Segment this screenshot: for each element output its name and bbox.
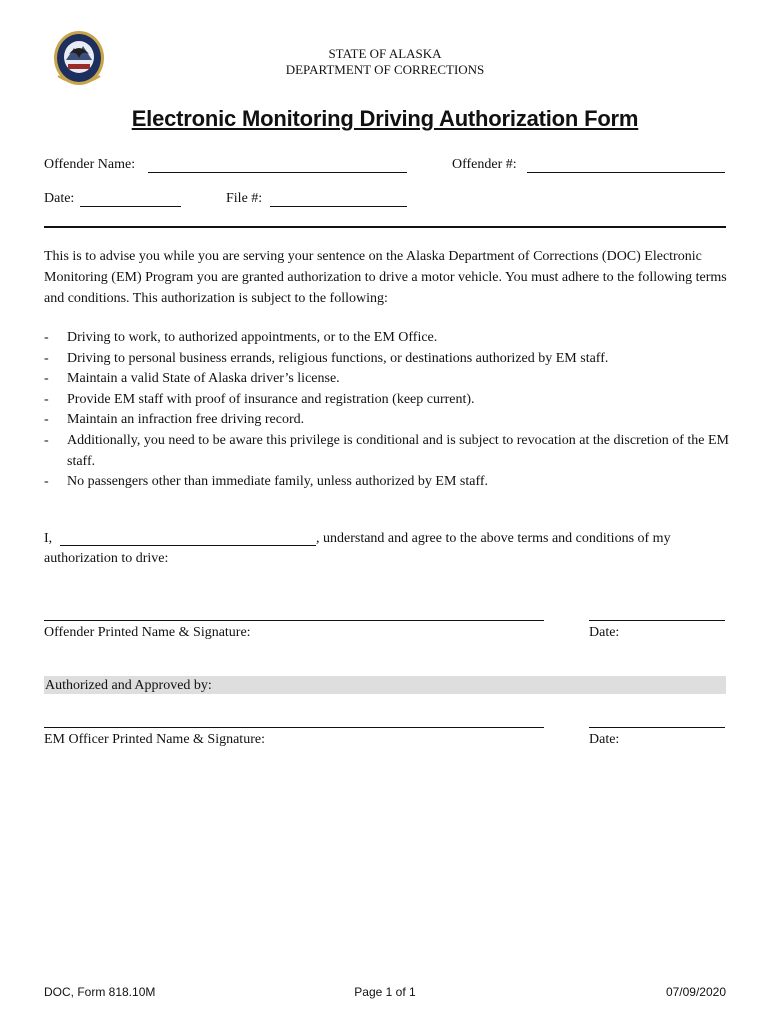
file-number-label: File #: bbox=[226, 191, 263, 206]
offender-name-label: Offender Name: bbox=[44, 157, 136, 172]
agreement-suffix: , understand and agree to the above terms and conditions of my bbox=[316, 531, 671, 546]
officer-signature-date-field[interactable] bbox=[589, 727, 725, 728]
agreement-name-field[interactable] bbox=[60, 545, 316, 546]
offender-signature-label: Offender Printed Name & Signature: bbox=[44, 625, 251, 640]
footer-form-number: DOC, Form 818.10M bbox=[44, 985, 156, 999]
terms-list bbox=[44, 328, 734, 493]
header-divider bbox=[44, 226, 726, 228]
date-field[interactable] bbox=[80, 206, 181, 207]
offender-signature-field[interactable] bbox=[44, 620, 544, 621]
officer-signature-date-label: Date: bbox=[589, 732, 620, 747]
offender-signature-date-field[interactable] bbox=[589, 620, 725, 621]
list-item bbox=[44, 328, 734, 349]
offender-number-label: Offender #: bbox=[452, 157, 517, 172]
list-bullet: - bbox=[44, 330, 49, 345]
list-item bbox=[44, 431, 734, 472]
rule-text: Additionally, you need to be aware this privilege is conditional and is subject to revocation at the discretion of the EM staff. bbox=[67, 432, 729, 469]
list-bullet: - bbox=[44, 391, 49, 407]
officer-signature-label: EM Officer Printed Name & Signature: bbox=[44, 732, 265, 747]
footer-revision-date: 07/09/2020 bbox=[665, 985, 726, 999]
offender-number-field[interactable] bbox=[527, 172, 725, 173]
list-bullet: - bbox=[44, 474, 49, 490]
rule-text: Driving to personal business errands, religious functions, or destinations authorized by EM staff. bbox=[67, 350, 609, 366]
rule-text: Maintain a valid State of Alaska driver’s license. bbox=[67, 371, 340, 387]
list-bullet: - bbox=[44, 350, 49, 366]
date-label: Date: bbox=[44, 191, 75, 206]
list-bullet: - bbox=[44, 412, 49, 428]
file-number-field[interactable] bbox=[270, 206, 407, 207]
footer-page-number: Page 1 of 1 bbox=[354, 985, 416, 999]
list-item bbox=[44, 390, 734, 411]
approved-label: Authorized and Approved by: bbox=[45, 678, 212, 693]
offender-signature-date-label: Date: bbox=[589, 625, 620, 640]
agreement-prefix: I, bbox=[44, 531, 53, 546]
form-title: Electronic Monitoring Driving Authorization Form bbox=[131, 106, 639, 131]
intro-paragraph: This is to advise you while you are serving your sentence on the Alaska Department of Corrections (DOC) Electronic Monitoring (EM) Program you are granted authorization to drive a motor vehicle. You must adhere to the following terms and conditions. This authorization is subject to the following: bbox=[44, 249, 727, 306]
list-item bbox=[44, 349, 734, 370]
rule-text: Driving to work, to authorized appointments, or to the EM Office. bbox=[67, 330, 438, 345]
agency-department: DEPARTMENT OF CORRECTIONS bbox=[285, 62, 485, 77]
rule-text: Provide EM staff with proof of insurance and registration (keep current). bbox=[67, 391, 475, 407]
rule-text: No passengers other than immediate family, unless authorized by EM staff. bbox=[67, 474, 489, 490]
list-bullet: - bbox=[44, 432, 49, 448]
list-item bbox=[44, 472, 734, 493]
list-item bbox=[44, 369, 734, 390]
offender-name-field[interactable] bbox=[148, 172, 407, 173]
rule-text: Maintain an infraction free driving record. bbox=[67, 412, 305, 428]
agreement-continued: authorization to drive: bbox=[44, 551, 169, 566]
officer-signature-field[interactable] bbox=[44, 727, 544, 728]
agency-state: STATE OF ALASKA bbox=[328, 46, 442, 61]
list-item bbox=[44, 410, 734, 431]
list-bullet: - bbox=[44, 371, 49, 387]
